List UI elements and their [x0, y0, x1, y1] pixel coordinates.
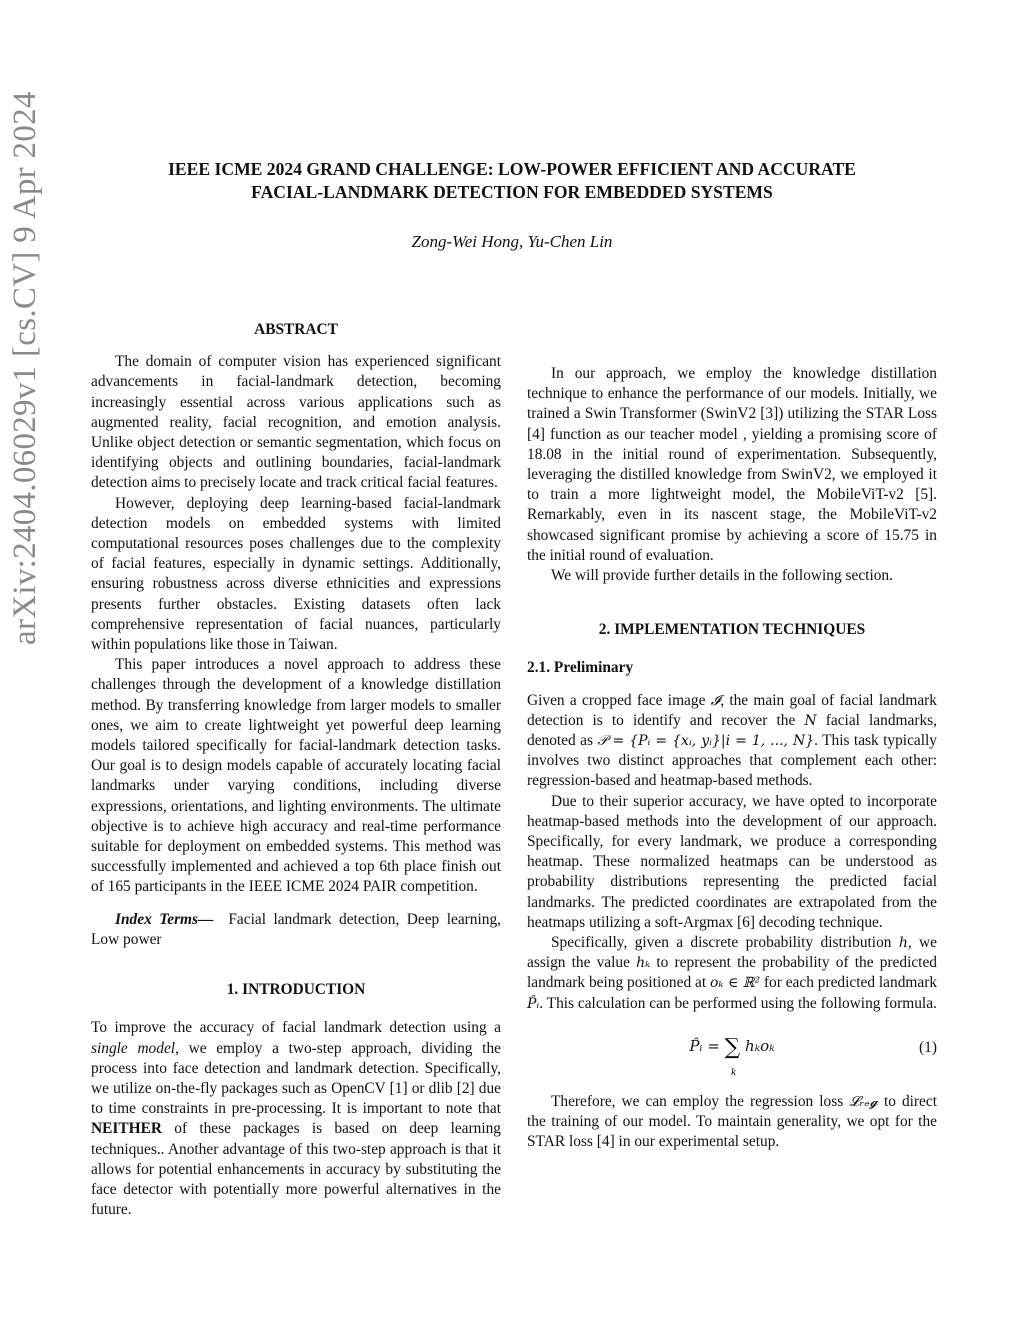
summation-symbol: ∑	[724, 1034, 741, 1060]
abstract-heading: ABSTRACT	[254, 321, 338, 338]
preliminary-paragraph-2: Due to their superior accuracy, we have opted to incorporate heatmap-based methods into the development of our approach. Specifically, for every landmark, we produce a corresponding heatmap. These normalized heatmaps can be understood as probability distributions representing the predicted facial landmarks. The predicted coordinates are extrapolated from the heatmaps utilizing a soft-Argmax [6] decoding technique.	[527, 792, 937, 931]
right-column	[527, 322, 937, 1153]
left-column	[91, 320, 501, 1220]
preliminary-paragraph-4: Therefore, we can employ the regression loss 𝓛ᵣₑ𝓰 to direct the training of our model. To maintain generality, we opt for the STAR loss [4] in our experimental setup.	[527, 1092, 937, 1151]
arxiv-identifier[interactable]: arXiv:2404.06029v1 [cs.CV] 9 Apr 2024	[7, 91, 43, 645]
introduction-heading: 1. INTRODUCTION	[226, 981, 366, 999]
equation-lhs: P̂ᵢ =	[689, 1036, 720, 1055]
intro-strong: NEITHER	[91, 1120, 162, 1138]
title-line-2: FACIAL-LANDMARK DETECTION FOR EMBEDDED SYSTEMS	[251, 182, 773, 202]
index-terms-label: Index Terms—	[115, 910, 214, 928]
intro-paragraph-3: We will provide further details in the following section.	[551, 567, 893, 585]
preliminary-subheading: 2.1. Preliminary	[527, 659, 634, 677]
index-terms	[91, 910, 501, 950]
implementation-heading: 2. IMPLEMENTATION TECHNIQUES	[598, 621, 866, 639]
equation-1	[527, 1028, 937, 1076]
abstract-paragraph-3: This paper introduces a novel approach to address these challenges through the development of a knowledge distillation method. By transferring knowledge from larger models to smaller ones, we aim to create lightweight yet powerful deep learning models tailored specifically for facial-landmark detection tasks. Our goal is to design models capable of accurately locating facial landmarks under varying conditions, including diverse expressions, orientations, and lighting environments. The ultimate objective is to achieve high accuracy and real-time performance suitable for deployment on embedded systems. This method was successfully implemented and achieved a top 6th place finish out of 165 participants in the IEEE ICME 2024 PAIR competition.	[91, 656, 501, 896]
summation-index: k	[731, 1065, 736, 1078]
paper-title	[90, 158, 934, 204]
intro-emphasis: single model	[91, 1039, 176, 1057]
preliminary-paragraph-3: Specifically, given a discrete probability distribution h, we assign the value hₖ to represent the probability of the predicted landmark being positioned at oₖ ∈ ℝ² for each predicted landmark P̂ᵢ. This calculation can be performed using the following formula.	[527, 934, 938, 1012]
intro-paragraph-2: In our approach, we employ the knowledge distillation technique to enhance the performance of our models. Initially, we trained a Swin Transformer (SwinV2 [3]) utilizing the STAR Loss [4] function as our teacher model , yielding a promising score of 18.08 in the initial round of experimentation. Subsequently, leveraging the distilled knowledge from SwinV2, we employed it to train a more lightweight model, the MobileViT-v2 [5]. Remarkably, even in its nascent stage, the MobileViT-v2 showcased significant promise by achieving a score of 15.75 in the initial round of evaluation.	[527, 365, 937, 564]
title-line-1: IEEE ICME 2024 GRAND CHALLENGE: LOW-POWER EFFICIENT AND ACCURATE	[168, 159, 856, 179]
equation-1-body	[527, 1036, 937, 1058]
landmark-set-notation: 𝒫 = {Pᵢ = {xᵢ, yᵢ}|i = 1, ..., N}	[597, 733, 815, 750]
abstract-paragraph-1: The domain of computer vision has experienced significant advancements in facial-landmark detection, becoming increasingly essential across various applications such as augmented reality, facial recognition, and emotion analysis. Unlike object detection or semantic segmentation, which focus on identifying objects and outlining boundaries, facial-landmark detection aims to precisely locate and track critical facial features.	[91, 353, 501, 492]
index-terms-text: Facial landmark detection, Deep learning, Low power	[91, 910, 501, 948]
authors: Zong-Wei Hong, Yu-Chen Lin	[411, 232, 613, 251]
preliminary-paragraph-1: Given a cropped face image 𝓘, the main goal of facial landmark detection is to identify and recover the N facial landmarks, denoted as 𝒫 = {Pᵢ = {xᵢ, yᵢ}|i = 1, ..., N}. This task typically involves two distinct approaches that complement each other: regression-based and heatmap-based methods.	[527, 691, 937, 790]
equation-number: (1)	[919, 1038, 937, 1056]
intro-paragraph-1: To improve the accuracy of facial landmark detection using a single model, we employ a two-step approach, dividing the process into face detection and landmark detection. Specifically, we utilize on-the-fly packages such as OpenCV [1] or dlib [2] due to time constraints in pre-processing. It is important to note that NEITHER of these packages is based on deep learning techniques.. Another advantage of this two-step approach is that it allows for potential enhancements in accuracy by substituting the face detector with potentially more powerful alternatives in the future.	[91, 1019, 501, 1219]
equation-rhs: hₖoₖ	[745, 1036, 775, 1055]
abstract-paragraph-2: However, deploying deep learning-based facial-landmark detection models on embedded systems with limited computational resources poses challenges due to the complexity of facial features, especially in dynamic settings. Additionally, ensuring robustness across diverse ethnicities and expressions presents further obstacles. Existing datasets often lack comprehensive representation of facial nuances, particularly within populations like those in Taiwan.	[91, 494, 501, 654]
